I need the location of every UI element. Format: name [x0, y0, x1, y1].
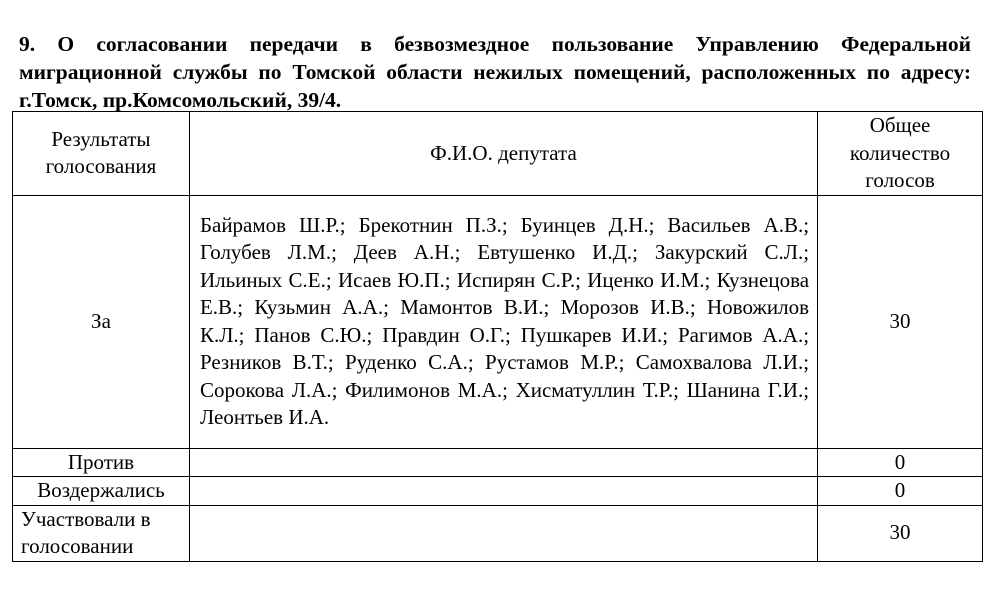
header-results: Результаты голосования: [13, 112, 190, 196]
header-total: Общее количество голосов: [818, 112, 983, 196]
table-row-against: [13, 448, 983, 477]
table-row-participated: [13, 505, 983, 561]
deputy-names-abstained: [189, 477, 817, 506]
deputy-names-list: Байрамов Ш.Р.; Брекотнин П.З.; Буинцев Д.Н.; Васильев А.В.; Голубев Л.М.; Деев А.Н.; Евтушенко И.Д.; Закурский С.Л.; Ильиных С.Е.; Исаев Ю.П.; Испирян С.Р.; Иценко И.М.; Кузнецова Е.В.; Кузьмин А.А.; Мамонтов В.И.; Морозов И.В.; Новожилов К.Л.; Панов С.Ю.; Правдин О.Г.; Пушкарев И.И.; Рагимов А.А.; Резников В.Т.; Руденко С.А.; Рустамов М.Р.; Самохвалова Л.И.; Сорокова Л.А.; Филимонов М.А.; Хисматуллин Т.Р.; Шанина Г.И.; Леонтьев И.А.: [189, 195, 817, 448]
deputy-names-against: [189, 448, 817, 477]
total-votes-participated: 30: [818, 505, 983, 561]
total-votes-against: 0: [818, 448, 983, 477]
agenda-item-heading: 9. О согласовании передачи в безвозмездное пользование Управлению Федеральной миграционной службы по Томской области нежилых помещений, расположенных по адресу: г.Томск, пр.Комсомольский, 39/4.: [19, 32, 971, 112]
total-votes-abstained: 0: [818, 477, 983, 506]
total-votes-for: 30: [818, 195, 983, 448]
result-label-participated: Участвовали в голосовании: [13, 505, 190, 561]
deputy-names-participated: [189, 505, 817, 561]
table-row-for: [13, 195, 983, 448]
table-row-abstained: [13, 477, 983, 506]
header-fio: Ф.И.О. депутата: [189, 112, 817, 196]
table-header-row: [13, 112, 983, 196]
result-label-abstained: Воздержались: [13, 477, 190, 506]
voting-results-table: [12, 111, 983, 562]
result-label-for: За: [13, 195, 190, 448]
result-label-against: Против: [13, 448, 190, 477]
